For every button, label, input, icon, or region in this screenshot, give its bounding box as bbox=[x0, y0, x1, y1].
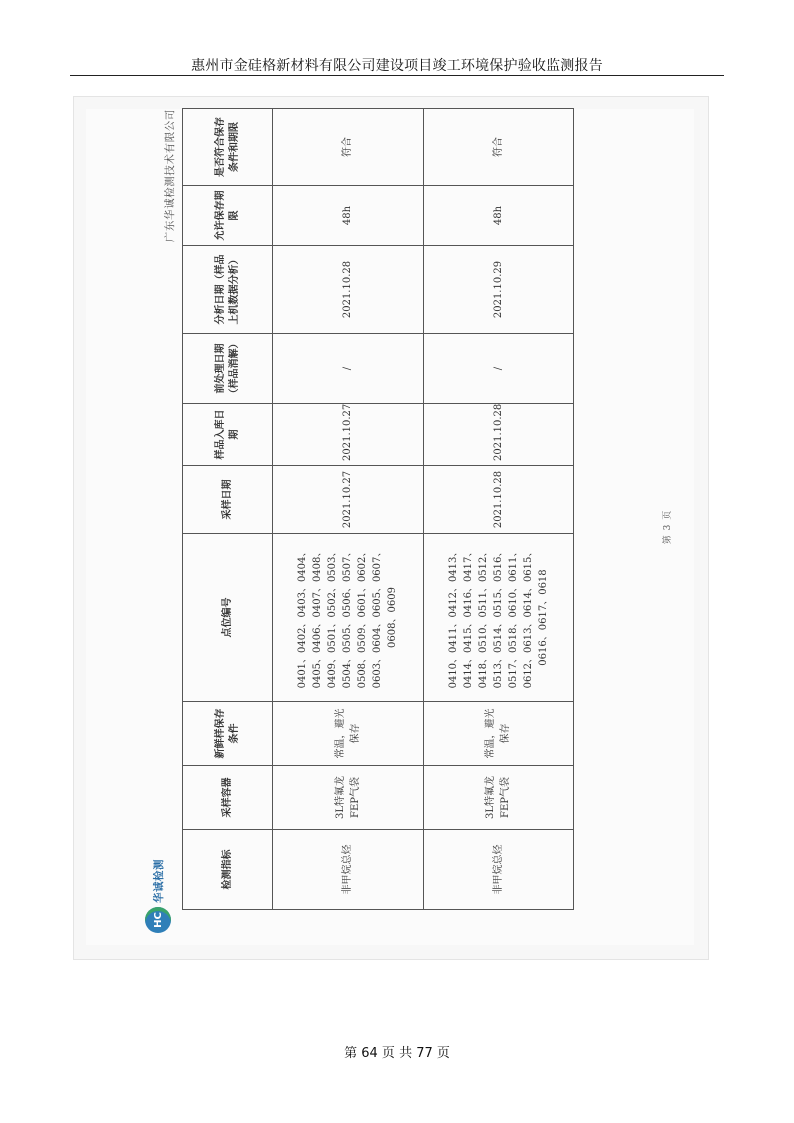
cell-pretreat-date: / bbox=[423, 334, 574, 404]
cell-points: 0410、0411、0412、0413、0414、0415、0416、0417、0418、0510、0511、0512、0513、0514、0515、0516、0517、0518、0610、0611、0612、0613、0614、0615、0616、0617、0618 bbox=[423, 534, 574, 702]
table-row bbox=[423, 109, 574, 910]
logo-mark-icon: HC bbox=[145, 907, 171, 933]
table-row bbox=[273, 109, 424, 910]
cell-analysis-date: 2021.10.29 bbox=[423, 246, 574, 334]
cell-allowed-period: 48h bbox=[423, 186, 574, 246]
cell-container: 3L特氟龙FEP气袋 bbox=[273, 766, 424, 830]
col-header-allowed-period: 允许保存期限 bbox=[183, 186, 273, 246]
cell-container: 3L特氟龙FEP气袋 bbox=[423, 766, 574, 830]
cell-allowed-period: 48h bbox=[273, 186, 424, 246]
page-footer: 第 64 页 共 77 页 bbox=[344, 1046, 450, 1061]
scanned-page bbox=[73, 96, 709, 960]
logo-text: 华诚检测 bbox=[152, 859, 165, 903]
header-divider bbox=[70, 75, 724, 76]
col-header-analysis-date: 分析日期（样品上机数据分析） bbox=[183, 246, 273, 334]
cell-indicator: 非甲烷总烃 bbox=[273, 830, 424, 910]
cell-indicator: 非甲烷总烃 bbox=[423, 830, 574, 910]
table-header-row bbox=[183, 109, 273, 910]
col-header-storage-date: 样品入库日期 bbox=[183, 404, 273, 466]
rotated-report-content bbox=[86, 109, 694, 945]
col-header-pretreat-date: 前处理日期（样品消解） bbox=[183, 334, 273, 404]
report-title: 惠州市金硅格新材料有限公司建设项目竣工环境保护验收监测报告 bbox=[191, 58, 603, 74]
cell-storage-date: 2021.10.27 bbox=[273, 404, 424, 466]
company-name: 广东华诚检测技术有限公司 bbox=[164, 109, 176, 243]
cell-sample-date: 2021.10.27 bbox=[273, 466, 424, 534]
inner-page-number: 第 3 页 bbox=[663, 509, 673, 545]
scanned-page-inner bbox=[86, 109, 694, 945]
cell-condition: 常温，避光保存 bbox=[273, 702, 424, 766]
col-header-condition: 新鲜样保存条件 bbox=[183, 702, 273, 766]
col-header-container: 采样容器 bbox=[183, 766, 273, 830]
cell-points: 0401、0402、0403、0404、0405、0406、0407、0408、0409、0501、0502、0503、0504、0505、0506、0507、0508、0509、0601、0602、0603、0604、0605、0607、0608、0609 bbox=[273, 534, 424, 702]
cell-compliant: 符合 bbox=[423, 109, 574, 186]
col-header-compliant: 是否符合保存条件和期限 bbox=[183, 109, 273, 186]
col-header-indicator: 检测指标 bbox=[183, 830, 273, 910]
sample-storage-table bbox=[182, 108, 574, 910]
col-header-points: 点位编号 bbox=[183, 534, 273, 702]
cell-storage-date: 2021.10.28 bbox=[423, 404, 574, 466]
cell-pretreat-date: / bbox=[273, 334, 424, 404]
col-header-sample-date: 采样日期 bbox=[183, 466, 273, 534]
cell-compliant: 符合 bbox=[273, 109, 424, 186]
cell-condition: 常温，避光保存 bbox=[423, 702, 574, 766]
cell-sample-date: 2021.10.28 bbox=[423, 466, 574, 534]
cell-analysis-date: 2021.10.28 bbox=[273, 246, 424, 334]
